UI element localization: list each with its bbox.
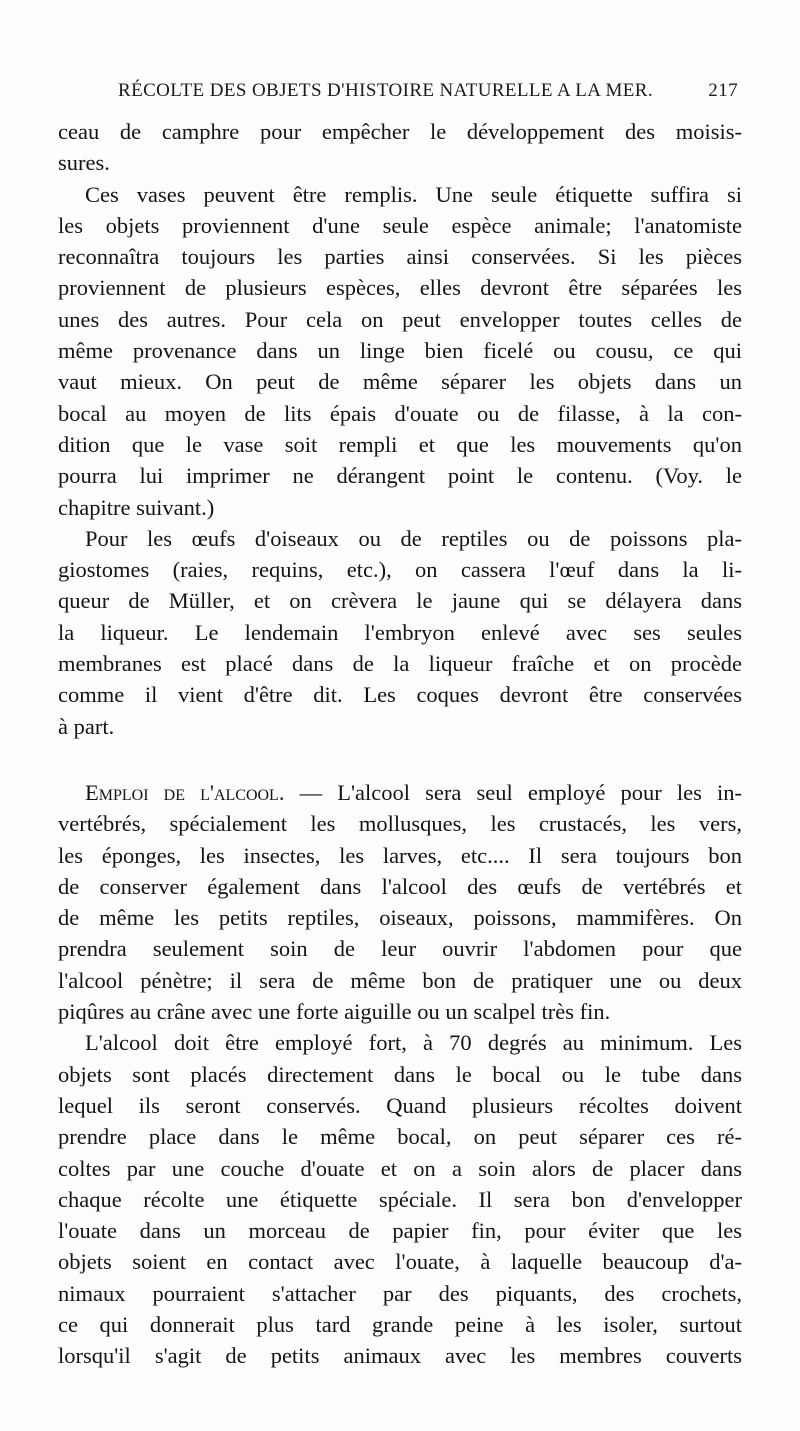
running-title: RÉCOLTE DES OBJETS D'HISTOIRE NATURELLE A LA MER.	[118, 80, 653, 101]
text-line: les éponges, les insectes, les larves, etc.... Il sera toujours bon	[58, 842, 742, 868]
section-heading: Emploi de l'alcool.	[85, 779, 285, 805]
paragraph	[58, 523, 742, 742]
text-line: proviennent de plusieurs espèces, elles devront être séparées les	[58, 275, 742, 301]
text-line: pourra lui imprimer ne dérangent point le contenu. (Voy. le	[58, 463, 742, 489]
paragraph	[58, 116, 742, 179]
text-line: reconnaîtra toujours les parties ainsi conservées. Si les pièces	[58, 244, 742, 270]
text-line: même provenance dans un linge bien ficelé ou cousu, ce qui	[58, 338, 742, 364]
body-text	[58, 116, 742, 1372]
text-line: à part.	[58, 713, 115, 739]
text-line: sures.	[58, 150, 110, 176]
text-line: lequel ils seront conservés. Quand plusieurs récoltes doivent	[58, 1092, 742, 1118]
paragraph	[58, 179, 742, 523]
text-line: l'alcool pénètre; il sera de même bon de pratiquer une ou deux	[58, 967, 742, 993]
text-line: Ces vases peuvent être remplis. Une seule étiquette suffira si	[85, 181, 742, 207]
paragraph	[58, 777, 742, 1027]
text-line: prendre place dans le même bocal, on peut séparer ces ré-	[58, 1124, 742, 1150]
text-line: de même les petits reptiles, oiseaux, poissons, mammifères. On	[58, 905, 742, 931]
text-line: L'alcool doit être employé fort, à 70 degrés au minimum. Les	[85, 1030, 742, 1056]
text-line: vaut mieux. On peut de même séparer les objets dans un	[58, 369, 742, 395]
text-line: les objets proviennent d'une seule espèce animale; l'anatomiste	[58, 212, 742, 238]
text-line	[58, 777, 742, 808]
text-line: de conserver également dans l'alcool des œufs de vertébrés et	[58, 873, 742, 899]
text-line: ce qui donnerait plus tard grande peine à les isoler, surtout	[58, 1311, 742, 1337]
text-line: prendra seulement soin de leur ouvrir l'abdomen pour que	[58, 936, 742, 962]
running-head	[118, 80, 738, 110]
text-line: l'ouate dans un morceau de papier fin, pour éviter que les	[58, 1218, 742, 1244]
text-line: ceau de camphre pour empêcher le développement des moisis-	[58, 119, 742, 144]
text-line: chaque récolte une étiquette spéciale. Il sera bon d'envelopper	[58, 1186, 742, 1212]
text-line: piqûres au crâne avec une forte aiguille ou un scalpel très fin.	[58, 999, 611, 1025]
text-line: Pour les œufs d'oiseaux ou de reptiles ou de poissons pla-	[85, 525, 742, 551]
text-line: lorsqu'il s'agit de petits animaux avec les membres couverts	[58, 1343, 742, 1369]
text-line: objets soient en contact avec l'ouate, à laquelle beaucoup d'a-	[58, 1249, 742, 1275]
text-line: vertébrés, spécialement les mollusques, les crustacés, les vers,	[58, 811, 742, 837]
heading-continuation: — L'alcool sera seul employé pour les in-	[299, 779, 742, 805]
section-gap	[58, 742, 742, 777]
text-line: objets sont placés directement dans le bocal ou le tube dans	[58, 1061, 742, 1087]
text-line: la liqueur. Le lendemain l'embryon enlevé avec ses seules	[58, 619, 742, 645]
text-line: coltes par une couche d'ouate et on a soin alors de placer dans	[58, 1155, 742, 1181]
text-line: chapitre suivant.)	[58, 494, 215, 520]
text-line: comme il vient d'être dit. Les coques devront être conservées	[58, 682, 742, 708]
text-line: bocal au moyen de lits épais d'ouate ou de filasse, à la con-	[58, 400, 742, 426]
text-line: giostomes (raies, requins, etc.), on cassera l'œuf dans la li-	[58, 557, 742, 583]
text-line: unes des autres. Pour cela on peut envelopper toutes celles de	[58, 306, 742, 332]
text-line: dition que le vase soit rempli et que les mouvements qu'on	[58, 431, 742, 457]
text-line: membranes est placé dans de la liqueur fraîche et on procède	[58, 651, 742, 677]
text-line: nimaux pourraient s'attacher par des piquants, des crochets,	[58, 1280, 742, 1306]
paragraph	[58, 1027, 742, 1371]
text-line: queur de Müller, et on crèvera le jaune qui se délayera dans	[58, 588, 742, 614]
page-number: 217	[708, 80, 738, 101]
